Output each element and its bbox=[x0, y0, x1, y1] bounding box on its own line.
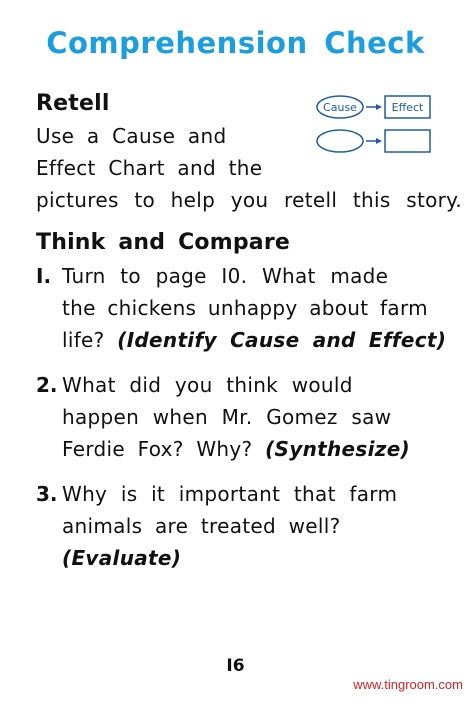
blank-effect-box bbox=[385, 130, 430, 152]
skill-label: (Synthesize) bbox=[265, 437, 410, 461]
question-line: Why is it important that farm bbox=[62, 482, 398, 506]
skill-label: (Identify Cause and Effect) bbox=[117, 328, 447, 352]
question-number: 3. bbox=[36, 482, 58, 506]
question-line: animals are treated well? bbox=[62, 514, 341, 538]
question-line: happen when Mr. Gomez saw bbox=[62, 405, 392, 429]
cause-label: Cause bbox=[323, 101, 357, 114]
question-line: What did you think would bbox=[62, 373, 353, 397]
page-number: I6 bbox=[226, 656, 245, 676]
cause-effect-chart bbox=[314, 93, 434, 157]
watermark-link[interactable]: www.tingroom.com bbox=[353, 677, 463, 692]
question-number: 2. bbox=[36, 373, 58, 397]
page-title: Comprehension Check bbox=[46, 26, 425, 60]
skill-label: (Evaluate) bbox=[62, 546, 182, 570]
question-line: the chickens unhappy about farm bbox=[62, 296, 428, 320]
question-line bbox=[62, 328, 446, 352]
retell-heading: Retell bbox=[36, 91, 110, 116]
blank-cause-oval bbox=[317, 130, 363, 152]
effect-label: Effect bbox=[391, 101, 424, 114]
think-compare-heading: Think and Compare bbox=[36, 230, 291, 255]
arrow-head-icon bbox=[376, 104, 382, 110]
retell-line: pictures to help you retell this story. bbox=[36, 188, 463, 212]
retell-line: Effect Chart and the bbox=[36, 156, 263, 180]
retell-line: Use a Cause and bbox=[36, 124, 227, 148]
question-line: Turn to page I0. What made bbox=[62, 264, 389, 288]
question-text: life? bbox=[62, 328, 105, 352]
question-number: I. bbox=[36, 264, 52, 288]
arrow-head-icon bbox=[376, 138, 382, 144]
question-line bbox=[62, 437, 410, 461]
question-text: Ferdie Fox? Why? bbox=[62, 437, 253, 461]
